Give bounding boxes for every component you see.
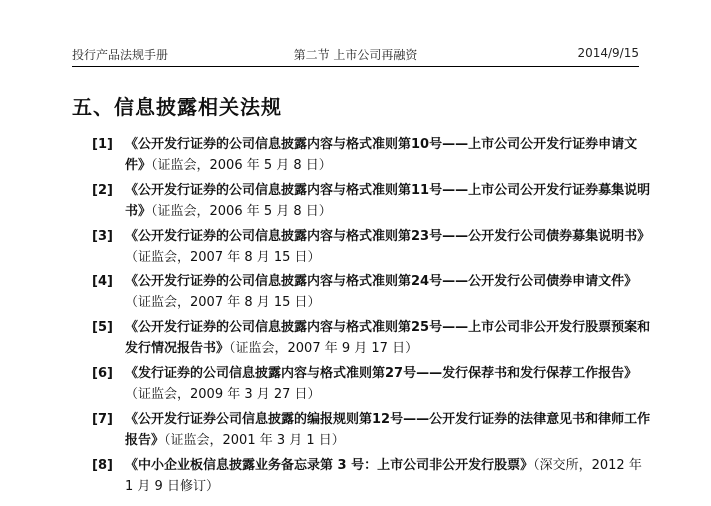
reference-number: [6] bbox=[92, 366, 113, 381]
reference-title: 《发行证券的公司信息披露内容与格式准则第27号——发行保荐书和发行保荐工作报告》 bbox=[125, 366, 638, 381]
reference-item bbox=[92, 134, 652, 180]
reference-number: [8] bbox=[92, 458, 113, 473]
reference-title: 《中小企业板信息披露业务备忘录第 3 号：上市公司非公开发行股票》 bbox=[125, 458, 534, 473]
reference-number: [5] bbox=[92, 320, 113, 335]
reference-title: 《公开发行证券公司信息披露的编报规则第12号——公开发行证券的法律意见书和律师工作报告》 bbox=[125, 412, 651, 448]
reference-number: [7] bbox=[92, 412, 113, 427]
header-date: 2014/9/15 bbox=[577, 46, 639, 60]
reference-publisher-date: （证监会，2007 年 9 月 17 日） bbox=[229, 341, 419, 356]
reference-number: [1] bbox=[92, 137, 113, 152]
reference-title: 《公开发行证券的公司信息披露内容与格式准则第24号——公开发行公司债券申请文件》 bbox=[125, 274, 638, 289]
reference-publisher-date: （证监会，2006 年 5 月 8 日） bbox=[151, 158, 332, 173]
reference-publisher-date: （证监会，2006 年 5 月 8 日） bbox=[151, 204, 332, 219]
reference-publisher-date: （证监会，2001 年 3 月 1 日） bbox=[164, 433, 345, 448]
header-section-title: 第二节 上市公司再融资 bbox=[293, 48, 418, 62]
reference-title: 《公开发行证券的公司信息披露内容与格式准则第11号——上市公司公开发行证券募集说明书》 bbox=[125, 183, 651, 219]
page-header bbox=[72, 46, 639, 66]
header-manual-title: 投行产品法规手册 bbox=[72, 48, 169, 62]
reference-item bbox=[92, 363, 652, 409]
header-divider bbox=[72, 66, 639, 67]
reference-publisher-date: （证监会，2007 年 8 月 15 日） bbox=[125, 250, 321, 265]
section-title: 五、信息披露相关法规 bbox=[72, 95, 282, 119]
reference-title: 《公开发行证券的公司信息披露内容与格式准则第25号——上市公司非公开发行股票预案和发行情况报告书》 bbox=[125, 320, 651, 356]
reference-title: 《公开发行证券的公司信息披露内容与格式准则第23号——公开发行公司债券募集说明书》 bbox=[125, 229, 651, 244]
reference-number: [4] bbox=[92, 274, 113, 289]
reference-number: [3] bbox=[92, 229, 113, 244]
reference-item bbox=[92, 409, 652, 455]
reference-item bbox=[92, 317, 652, 363]
reference-list bbox=[92, 134, 652, 497]
reference-number: [2] bbox=[92, 183, 113, 198]
reference-title: 《公开发行证券的公司信息披露内容与格式准则第10号——上市公司公开发行证券申请文件》 bbox=[125, 137, 638, 173]
reference-item bbox=[92, 226, 652, 271]
reference-item bbox=[92, 180, 652, 226]
reference-publisher-date: （深交所，2012 年 1 月 9 日修订） bbox=[125, 458, 642, 494]
reference-publisher-date: （证监会，2009 年 3 月 27 日） bbox=[125, 387, 321, 402]
reference-item bbox=[92, 271, 652, 317]
reference-item bbox=[92, 455, 652, 497]
reference-publisher-date: （证监会，2007 年 8 月 15 日） bbox=[125, 295, 321, 310]
